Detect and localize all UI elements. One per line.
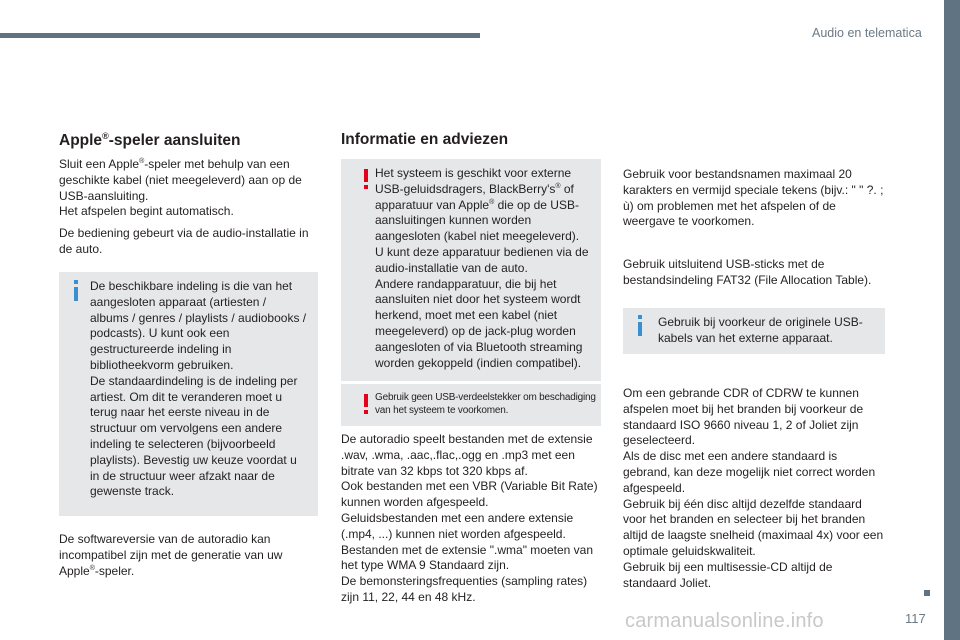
warning-box-splitter-text: Gebruik geen USB-verdeelstekker om beschadiging van het systeem te voorkomen. bbox=[375, 392, 596, 416]
section-title: Audio en telematica bbox=[812, 26, 922, 40]
usb-stick-paragraph: Gebruik uitsluitend USB-sticks met de bestandsindeling FAT32 (File Allocation Table). bbox=[623, 257, 872, 287]
watermark: carmanualsonline.info bbox=[625, 610, 824, 632]
apple-section-title: Apple®-speler aansluiten bbox=[59, 131, 241, 150]
apple-intro-paragraph: Sluit een Apple®-speler met behulp van een geschikte kabel (niet meegeleverd) aan op de USB-aansluiting. Het afspelen begint automatisch. bbox=[59, 157, 302, 219]
warning-icon bbox=[364, 169, 368, 182]
info-icon bbox=[74, 287, 78, 301]
software-version-paragraph: De softwareversie van de autoradio kan incompatibel zijn met de generatie van uw Apple®-speler. bbox=[59, 532, 283, 578]
cd-burning-paragraph: Om een gebrande CDR of CDRW te kunnen afspelen moet bij het branden bij voorkeur de standaard ISO 9660 niveau 1, 2 of Joliet zijn geselecteerd. Als de disc met een andere standaard is gebrand, kan deze mogelijk niet correct worden afgespeeld. Gebruik bij één disc altijd dezelfde standaard voor het branden en selecteer bij het branden altijd de laagste snelheid (maximaal 4x) voor een optimale geluidskwaliteit. Gebruik bij een multisessie-CD altijd de standaard Joliet. bbox=[623, 386, 884, 590]
page-number: 117 bbox=[905, 611, 926, 626]
warning-box-usb bbox=[341, 159, 601, 381]
apple-control-paragraph: De bediening gebeurt via de audio-installatie in de auto. bbox=[59, 226, 309, 256]
filename-paragraph: Gebruik voor bestandsnamen maximaal 20 karakters en vermijd speciale tekens (bijv.: " " ?. ; ù) om problemen met het afspelen of de weergave te voorkomen. bbox=[623, 167, 884, 229]
warning-box-splitter bbox=[341, 384, 601, 426]
info-icon bbox=[638, 322, 642, 336]
header-bar bbox=[0, 33, 480, 38]
warning-icon bbox=[364, 394, 368, 407]
side-tab bbox=[944, 0, 960, 640]
info-box-usb-cable-text: Gebruik bij voorkeur de originele USB-kabels van het externe apparaat. bbox=[658, 315, 863, 345]
warning-box-usb-text: Het systeem is geschikt voor externe USB-geluidsdragers, BlackBerry's® of apparatuur van Apple® die op de USB-aansluitingen kunnen worden aangesloten (kabel niet meegeleverd). U kunt deze apparatuur bedienen via de audio-installatie van de auto. Andere randapparatuur, die bij het aansluiten niet door het systeem wordt herkend, moet met een kabel (niet meegeleverd) op de jack-plug worden aangesloten of via Bluetooth streaming worden gekoppeld (indien compatibel). bbox=[375, 166, 589, 370]
page-marker bbox=[924, 590, 930, 596]
info-note-box bbox=[59, 272, 318, 516]
info-section-title: Informatie en adviezen bbox=[341, 131, 509, 148]
info-note-text: De beschikbare indeling is die van het aangesloten apparaat (artiesten / albums / genres / playlists / audiobooks / podcasts). U kunt ook een gestructureerde indeling in bibliotheekvorm gebruiken. De standaardindeling is de indeling per artiest. Om dit te veranderen moet u terug naar het eerste niveau in de structuur om vervolgens een andere indeling te selecteren (bijvoorbeeld playlists). Bevestig uw keuze voordat u in de structuur weer afzakt naar de gewenste track. bbox=[90, 279, 307, 499]
info-box-usb-cable bbox=[623, 308, 885, 354]
file-formats-paragraph: De autoradio speelt bestanden met de extensie .wav, .wma, .aac,.flac,.ogg en .mp3 met een bitrate van 32 kbps tot 320 kbps af. Ook bestanden met een VBR (Variable Bit Rate) kunnen worden afgespeeld. Geluidsbestanden met een andere extensie (.mp4, ...) kunnen niet worden afgespeeld. Bestanden met de extensie ".wma" moeten van het type WMA 9 Standaard zijn. De bemonsteringsfrequenties (sampling rates) zijn 11, 22, 44 en 48 kHz. bbox=[341, 432, 598, 604]
